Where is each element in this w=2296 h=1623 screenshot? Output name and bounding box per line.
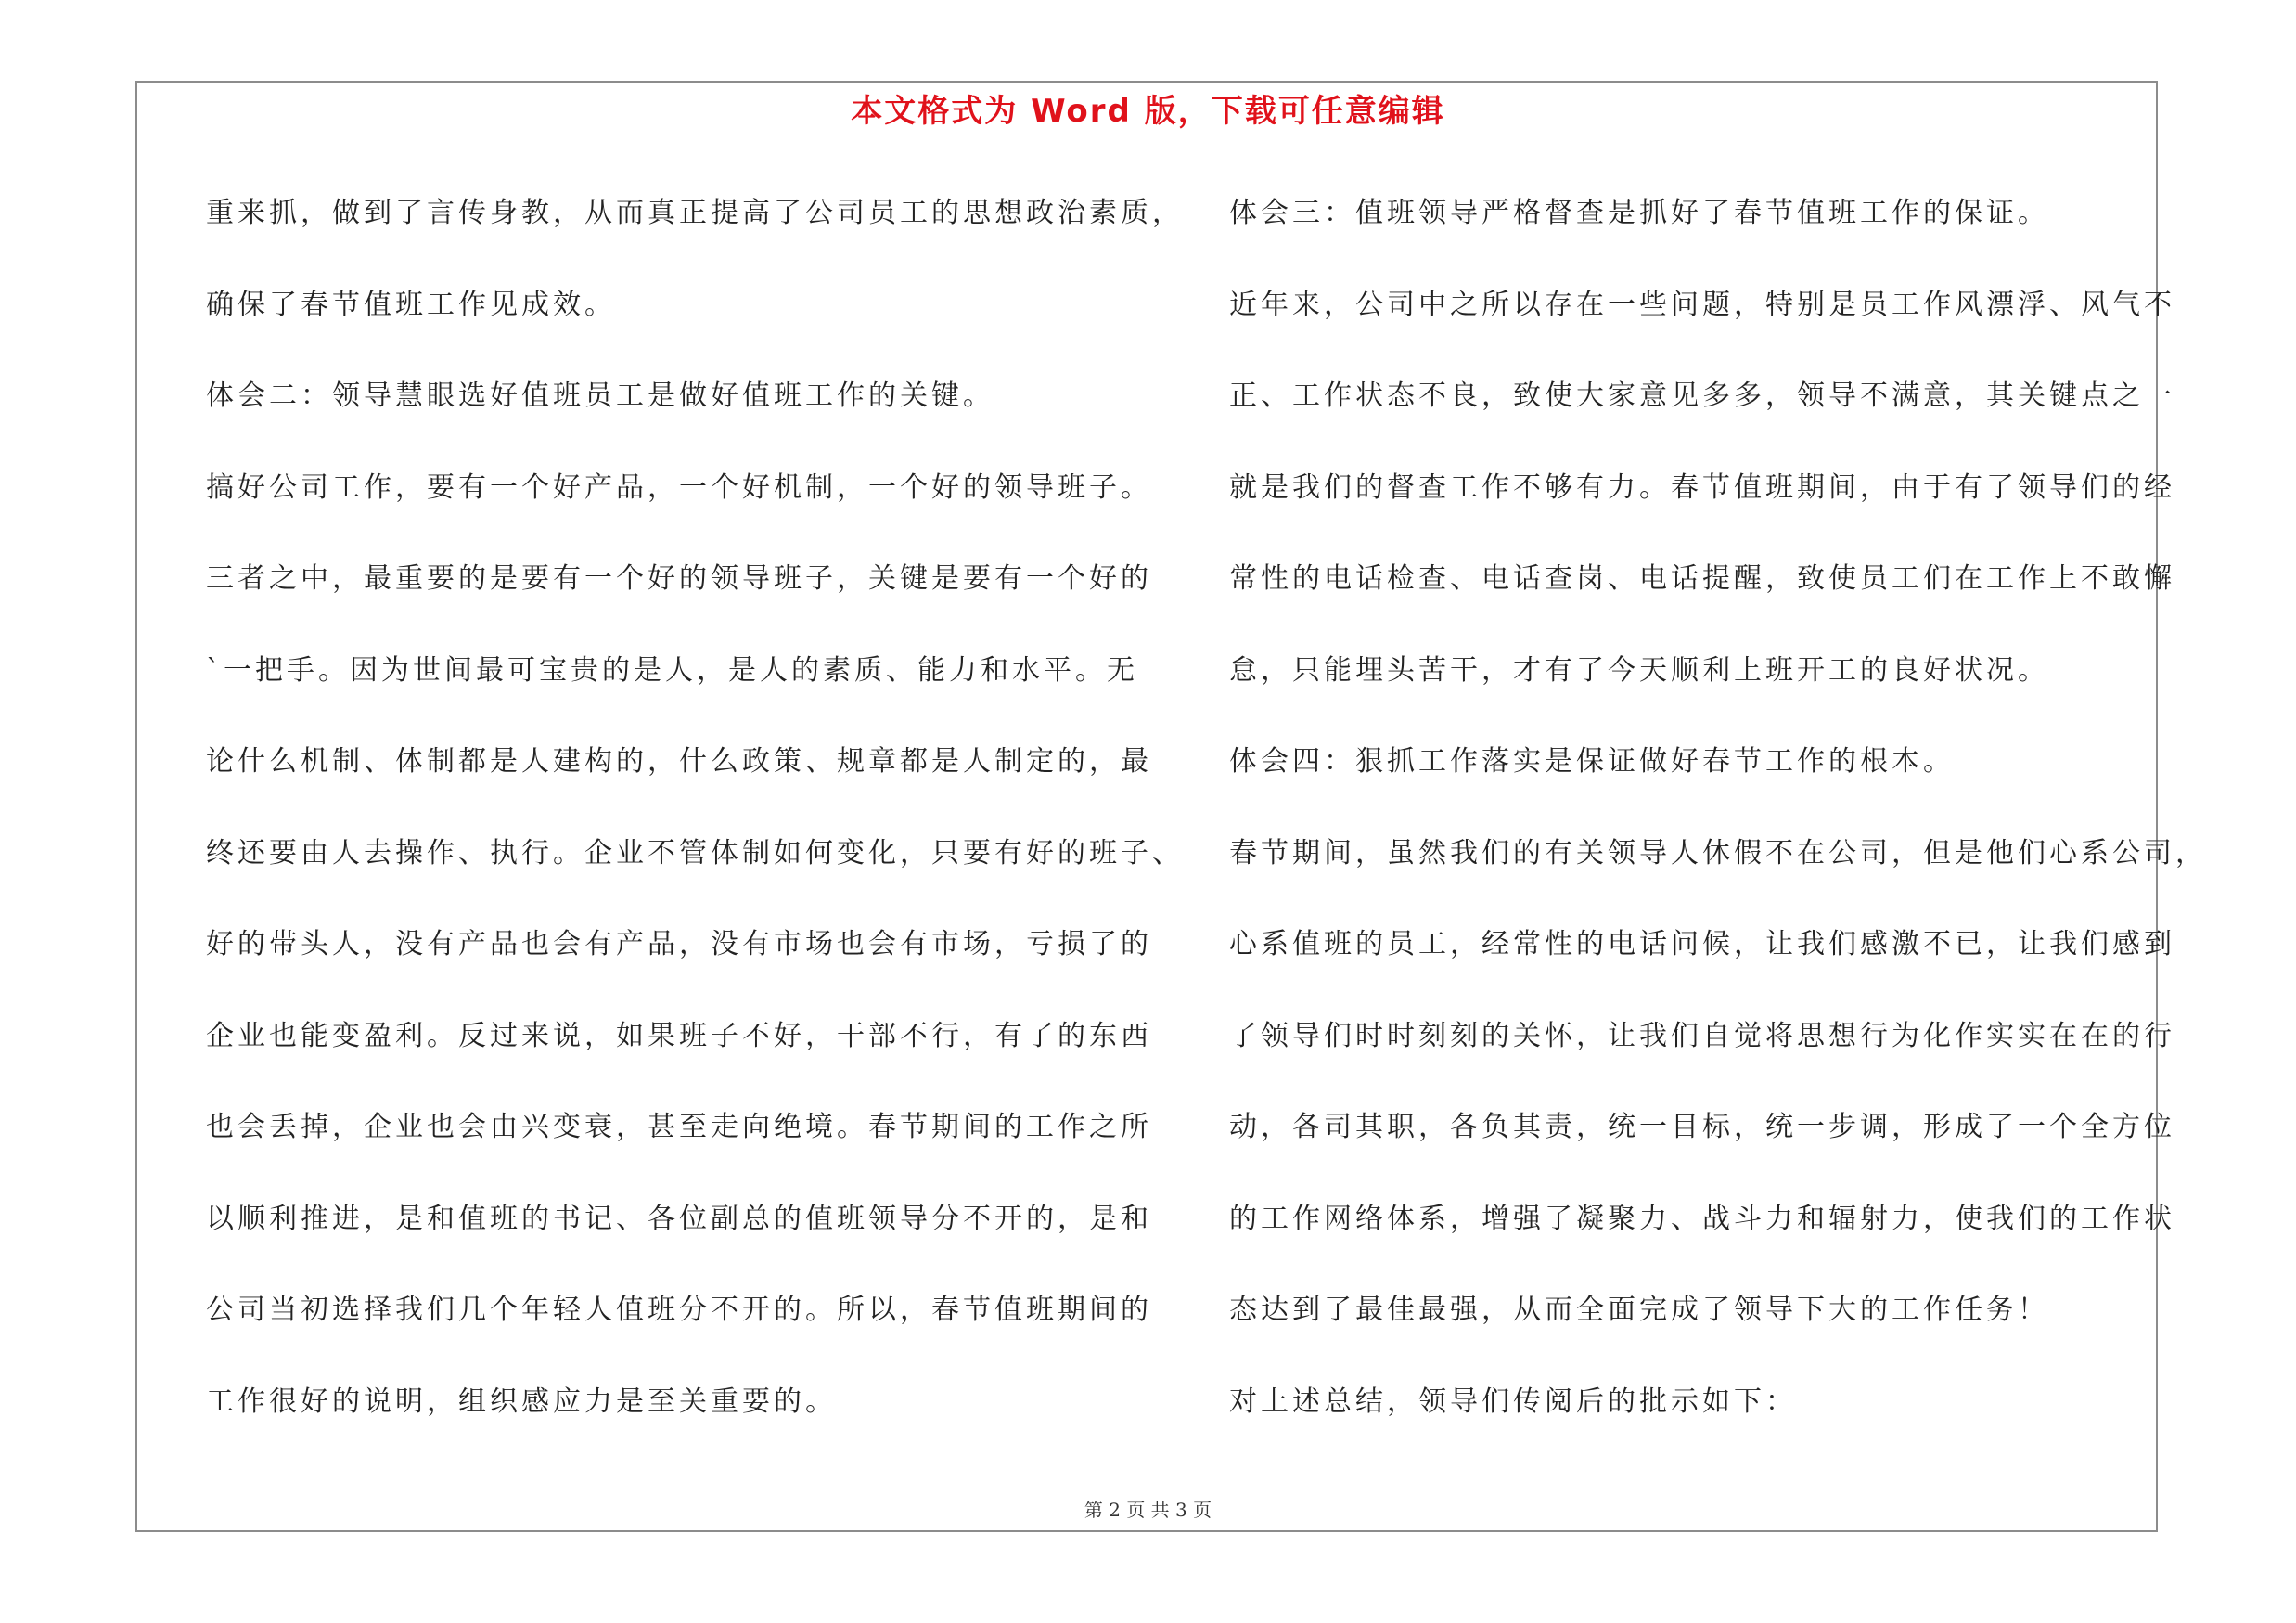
right-text-column [1229,186,2207,1465]
paragraph-line: 就是我们的督查工作不够有力。春节值班期间，由于有了领导们的经 [1229,470,2175,504]
left-text-column [206,186,1184,1465]
paragraph-line: 终还要由人去操作、执行。企业不管体制如何变化，只要有好的班子、 [206,836,1184,869]
paragraph-line: 对上述总结，领导们传阅后的批示如下： [1229,1385,1797,1418]
paragraph-line: 常性的电话检查、电话查岗、电话提醒，致使员工们在工作上不敢懈 [1229,562,2175,595]
paragraph-line: 确保了春节值班工作见成效。 [206,288,616,321]
paragraph-line: 心系值班的员工，经常性的电话问候，让我们感激不已，让我们感到 [1229,928,2175,960]
paragraph-line: 怠，只能埋头苦干，才有了今天顺利上班开工的良好状况。 [1229,653,2049,687]
paragraph-line: 也会丢掉，企业也会由兴变衰，甚至走向绝境。春节期间的工作之所 [206,1111,1152,1143]
paragraph-line: `一把手。因为世间最可宝贵的是人，是人的素质、能力和水平。无 [206,653,1138,687]
paragraph-line: 公司当初选择我们几个年轻人值班分不开的。所以，春节值班期间的 [206,1294,1152,1326]
section-heading: 体会三：值班领导严格督查是抓好了春节值班工作的保证。 [1229,197,2049,229]
paragraph-line: 以顺利推进，是和值班的书记、各位副总的值班领导分不开的，是和 [206,1202,1152,1235]
paragraph-line: 近年来，公司中之所以存在一些问题，特别是员工作风漂浮、风气不 [1229,288,2175,321]
header-banner: 本文格式为 Word 版，下载可任意编辑 [851,93,1445,130]
page-number-footer: 第 2 页 共 3 页 [1084,1499,1212,1521]
paragraph-line: 三者之中，最重要的是要有一个好的领导班子，关键是要有一个好的 [206,562,1152,595]
paragraph-line: 工作很好的说明，组织感应力是至关重要的。 [206,1385,837,1418]
paragraph-line: 态达到了最佳最强，从而全面完成了领导下大的工作任务！ [1229,1294,2049,1326]
section-heading: 体会二：领导慧眼选好值班员工是做好值班工作的关键。 [206,380,994,412]
paragraph-line: 重来抓，做到了言传身教，从而真正提高了公司员工的思想政治素质， [206,197,1184,229]
paragraph-line: 春节期间，虽然我们的有关领导人休假不在公司，但是他们心系公司， [1229,836,2207,869]
paragraph-line: 动，各司其职，各负其责，统一目标，统一步调，形成了一个全方位 [1229,1111,2175,1143]
paragraph-line: 正、工作状态不良，致使大家意见多多，领导不满意，其关键点之一 [1229,380,2175,412]
section-heading: 体会四：狠抓工作落实是保证做好春节工作的根本。 [1229,745,1955,778]
paragraph-line: 论什么机制、体制都是人建构的，什么政策、规章都是人制定的，最 [206,745,1152,778]
paragraph-line: 了领导们时时刻刻的关怀，让我们自觉将思想行为化作实实在在的行 [1229,1019,2175,1052]
paragraph-line: 企业也能变盈利。反过来说，如果班子不好，干部不行，有了的东西 [206,1019,1152,1052]
paragraph-line: 搞好公司工作，要有一个好产品，一个好机制，一个好的领导班子。 [206,470,1152,504]
paragraph-line: 的工作网络体系，增强了凝聚力、战斗力和辐射力，使我们的工作状 [1229,1202,2175,1235]
paragraph-line: 好的带头人，没有产品也会有产品，没有市场也会有市场，亏损了的 [206,928,1152,960]
